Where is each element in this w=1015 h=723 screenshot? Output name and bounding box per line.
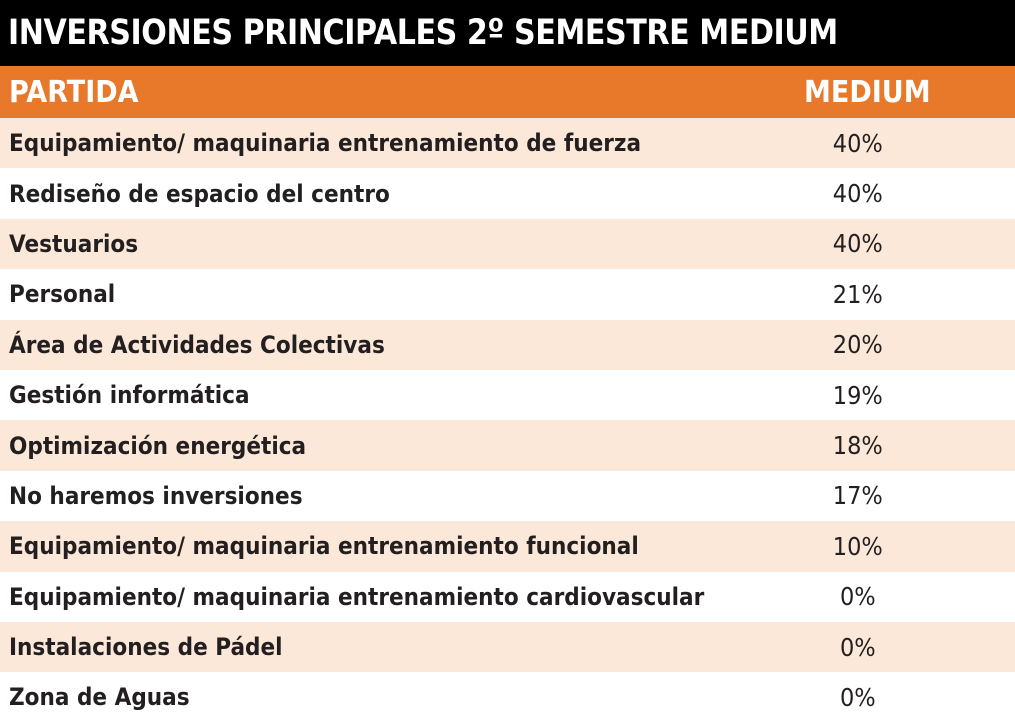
cell-medium-text: 21%: [832, 279, 883, 309]
cell-medium: [760, 481, 1015, 510]
header-medium: [760, 75, 1015, 110]
cell-medium-text: 40%: [832, 229, 883, 259]
cell-medium-text: 18%: [832, 431, 883, 461]
table-body: [0, 118, 1015, 723]
cell-medium: [760, 280, 1015, 309]
cell-partida: [0, 381, 760, 409]
table-row: [0, 219, 1015, 269]
cell-partida: [0, 583, 760, 611]
table-row: [0, 572, 1015, 622]
header-partida: [0, 75, 760, 110]
table-row: [0, 521, 1015, 571]
cell-partida: [0, 432, 760, 460]
cell-medium-text: 20%: [832, 330, 883, 360]
cell-medium: [760, 179, 1015, 208]
cell-medium: [760, 381, 1015, 410]
cell-partida-text: Vestuarios: [9, 229, 139, 258]
cell-partida: [0, 683, 760, 711]
cell-medium: [760, 683, 1015, 712]
cell-partida: [0, 482, 760, 510]
cell-partida-text: Área de Actividades Colectivas: [9, 330, 385, 359]
header-partida-label: PARTIDA: [9, 74, 139, 110]
cell-medium: [760, 330, 1015, 359]
cell-medium: [760, 229, 1015, 258]
cell-partida-text: Rediseño de espacio del centro: [9, 179, 390, 208]
cell-partida-text: Equipamiento/ maquinaria entrenamiento cardiovascular: [9, 582, 705, 611]
cell-partida-text: Optimización energética: [9, 431, 307, 460]
cell-medium-text: 19%: [832, 380, 883, 410]
cell-partida-text: Instalaciones de Pádel: [9, 633, 283, 662]
cell-partida: [0, 180, 760, 208]
cell-partida-text: Zona de Aguas: [9, 683, 190, 712]
cell-medium-text: 40%: [832, 179, 883, 209]
table-row: [0, 672, 1015, 722]
cell-medium-text: 40%: [832, 128, 883, 158]
cell-medium: [760, 633, 1015, 662]
cell-medium-text: 0%: [839, 632, 876, 662]
table-row: [0, 320, 1015, 370]
cell-partida: [0, 129, 760, 157]
table-title-text: INVERSIONES PRINCIPALES 2º SEMESTRE MEDIUM: [8, 13, 838, 53]
cell-medium: [760, 582, 1015, 611]
cell-medium-text: 0%: [839, 682, 876, 712]
table-title: [0, 0, 1015, 66]
cell-partida-text: Equipamiento/ maquinaria entrenamiento de fuerza: [9, 129, 642, 158]
cell-medium: [760, 129, 1015, 158]
cell-partida: [0, 230, 760, 258]
cell-partida-text: Personal: [9, 280, 116, 309]
table-row: [0, 622, 1015, 672]
cell-partida-text: Gestión informática: [9, 381, 250, 410]
cell-medium-text: 0%: [839, 582, 876, 612]
table-header-row: [0, 66, 1015, 118]
cell-medium: [760, 532, 1015, 561]
cell-partida: [0, 633, 760, 661]
table-row: [0, 269, 1015, 319]
table-row: [0, 420, 1015, 470]
cell-partida-text: No haremos inversiones: [9, 481, 303, 510]
table-row: [0, 118, 1015, 168]
cell-partida: [0, 280, 760, 308]
cell-medium-text: 10%: [832, 531, 883, 561]
cell-partida: [0, 331, 760, 359]
table-row: [0, 370, 1015, 420]
header-medium-label: MEDIUM: [804, 74, 931, 110]
cell-medium: [760, 431, 1015, 460]
cell-partida: [0, 532, 760, 560]
cell-partida-text: Equipamiento/ maquinaria entrenamiento funcional: [9, 532, 639, 561]
table-row: [0, 471, 1015, 521]
cell-medium-text: 17%: [832, 481, 883, 511]
table-row: [0, 168, 1015, 218]
